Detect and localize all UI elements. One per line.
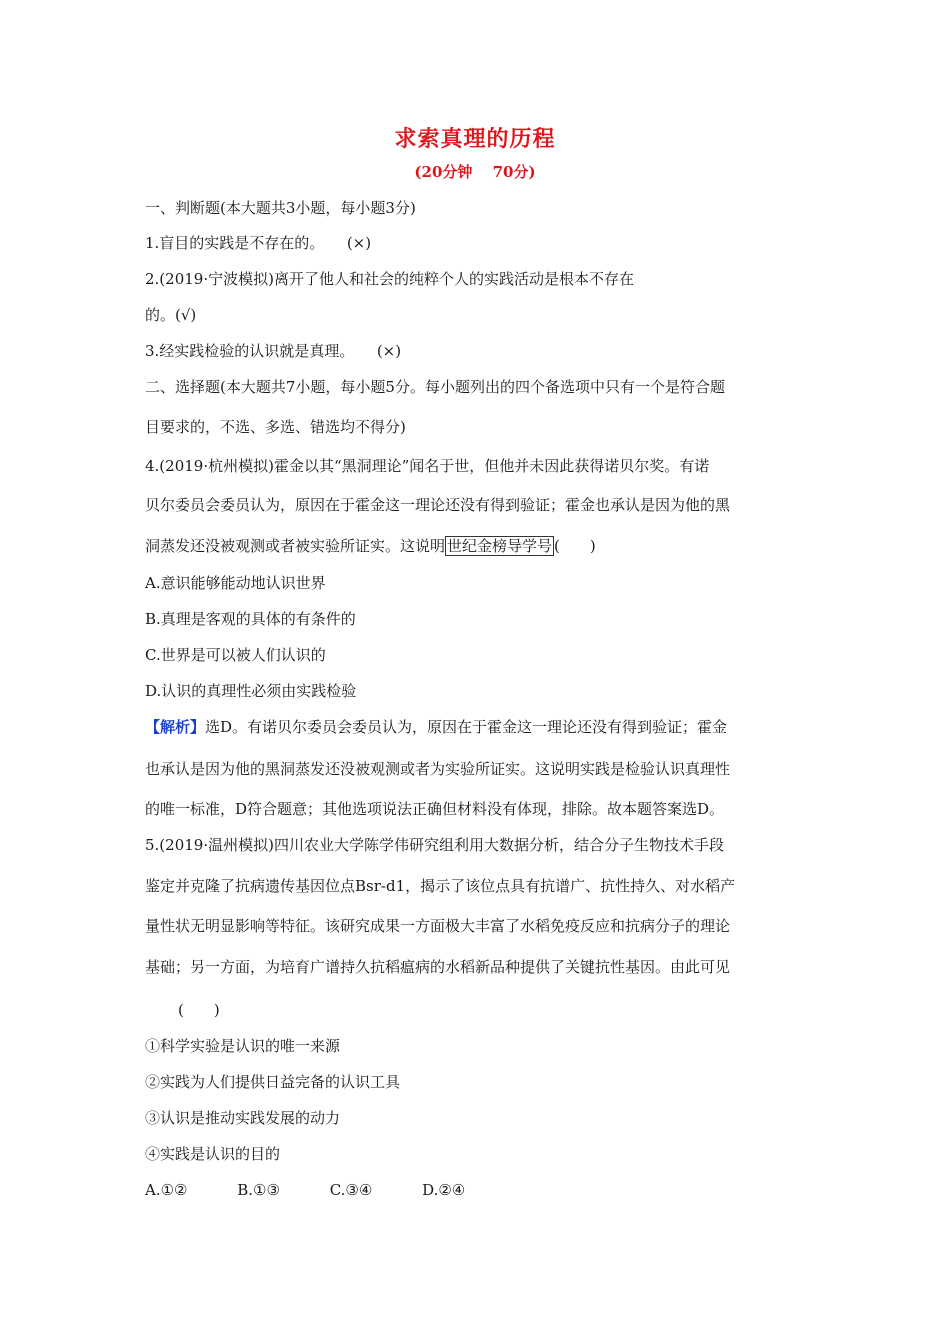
study-code-box: 世纪金榜导学号 [447, 537, 553, 555]
answer-choices: A.①② B.①③ C.③④ D.②④ [145, 1181, 466, 1199]
question-5-line-3: 量性状无明显影响等特征。该研究成果一方面极大丰富了水稻免疫反应和抗病分子的理论 [145, 917, 731, 935]
question-4-text: 洞蒸发还没被观测或者被实验所证实。这说明 [145, 537, 446, 555]
analysis-tag: 【解析】 [145, 718, 206, 736]
question-1: 1.盲目的实践是不存在的。 (×) [145, 234, 372, 252]
analysis-text: 选D。有诺贝尔委员会委员认为，原因在于霍金这一理论还没有得到验证；霍金 [205, 718, 728, 736]
option-c: C.世界是可以被人们认识的 [145, 646, 326, 664]
question-4-line-2: 贝尔委员会委员认为，原因在于霍金这一理论还没有得到验证；霍金也承认是因为他的黑 [145, 496, 731, 514]
section-heading-choice-line-2: 目要求的，不选、多选、错选均不得分) [145, 418, 406, 436]
question-5-line-1: 5.(2019·温州模拟)四川农业大学陈学伟研究组利用大数据分析，结合分子生物技术手段 [145, 836, 724, 854]
option-b: B.真理是客观的具体的有条件的 [145, 610, 356, 628]
answer-blank: ( ) [554, 537, 596, 555]
statement-2: ②实践为人们提供日益完备的认识工具 [145, 1073, 401, 1091]
page-title: 求索真理的历程 [394, 126, 556, 152]
question-3: 3.经实践检验的认识就是真理。 (×) [145, 342, 402, 360]
section-heading-choice-line-1: 二、选择题(本大题共7小题，每小题5分。每小题列出的四个备选项中只有一个是符合题 [145, 378, 725, 396]
time-score-note: (20分钟 70分) [414, 163, 536, 181]
statement-1: ①科学实验是认识的唯一来源 [145, 1037, 341, 1055]
analysis-line-2: 也承认是因为他的黑洞蒸发还没被观测或者为实验所证实。这说明实践是检验认识真理性 [145, 760, 731, 778]
question-4-line-1: 4.(2019·杭州模拟)霍金以其“黑洞理论”闻名于世，但他并未因此获得诺贝尔奖。有诺 [145, 457, 710, 475]
analysis-line-3: 的唯一标准，D符合题意；其他选项说法正确但材料没有体现，排除。故本题答案选D。 [145, 800, 725, 818]
section-heading-judgment: 一、判断题(本大题共3小题，每小题3分) [145, 199, 416, 217]
question-2-line-1: 2.(2019·宁波模拟)离开了他人和社会的纯粹个人的实践活动是根本不存在 [145, 270, 634, 288]
option-a: A.意识能够能动地认识世界 [145, 574, 326, 592]
question-5-line-2: 鉴定并克隆了抗病遗传基因位点Bsr-d1，揭示了该位点具有抗谱广、抗性持久、对水稻产 [145, 877, 736, 895]
statement-3: ③认识是推动实践发展的动力 [145, 1109, 341, 1127]
question-4-line-3 [145, 536, 596, 556]
question-5-line-4: 基础；另一方面，为培育广谱持久抗稻瘟病的水稻新品种提供了关键抗性基因。由此可见 [145, 958, 731, 976]
statement-4: ④实践是认识的目的 [145, 1145, 281, 1163]
question-5-blank: ( ) [178, 1001, 220, 1019]
analysis-line-1 [145, 717, 727, 737]
option-d: D.认识的真理性必须由实践检验 [145, 682, 357, 700]
question-2-line-2: 的。(√) [145, 306, 197, 324]
